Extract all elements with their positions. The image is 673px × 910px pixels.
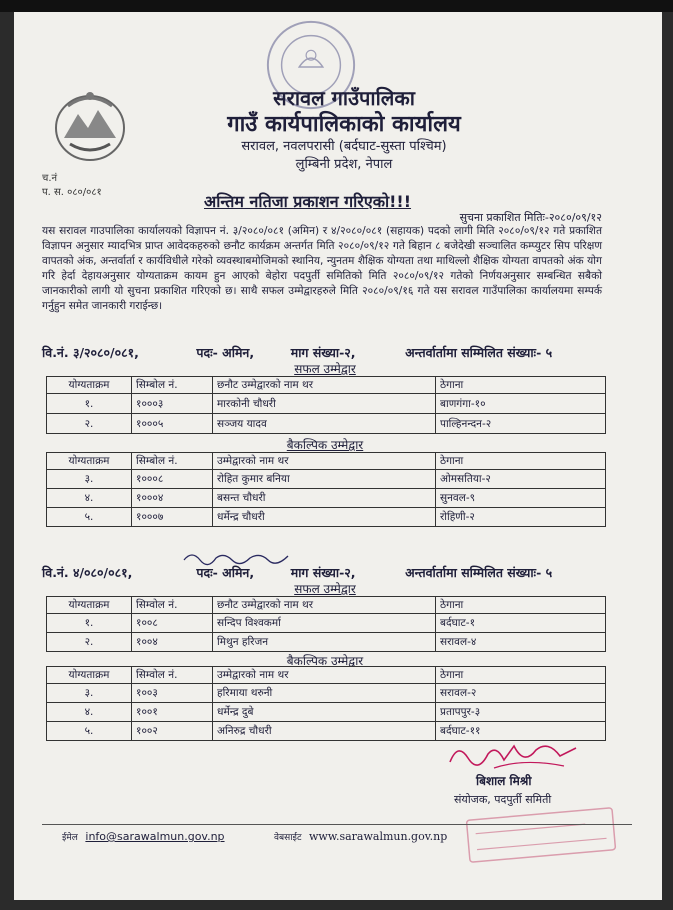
symbol-cell: १०००५ [132,414,213,434]
symbol-cell: १०००८ [132,470,213,489]
name-cell: अनिरुद्र चौधरी [213,722,436,741]
header-cell: योग्यताक्रम [47,453,132,470]
publish-date: सुचना प्रकाशित मितिः-२०८०/०९/१२ [459,211,602,224]
website-label: वेबसाईट [274,833,302,843]
address-cell: बर्दघाट-१ [436,614,606,633]
municipality-name: सरावल गाउँपालिका [273,86,415,110]
header-cell: उम्मेद्वारको नाम थर [213,667,436,684]
name-cell: धर्मेन्द्र चौधरी [213,508,436,527]
header-cell: छनौट उम्मेद्वारको नाम थर [213,597,436,614]
vacancy-header-2 [42,564,552,581]
address-cell: रोहिणी-२ [436,508,606,527]
header-cell: योग्यताक्रम [47,597,132,614]
header-cell: ठेगाना [436,597,606,614]
section-title-success: सफल उम्मेद्वार [294,582,356,596]
success-table-1 [46,376,606,434]
address-cell: सुनवल-९ [436,489,606,508]
office-address: सरावल, नवलपरासी (बर्दघाट-सुस्ता पश्चिम) [241,139,447,154]
name-cell: बसन्त चौधरी [213,489,436,508]
section-title-alternate: बैकल्पिक उम्मेद्वार [286,438,364,452]
symbol-cell: १०००३ [132,394,213,414]
symbol-cell: १०००७ [132,508,213,527]
alternate-table-2 [46,666,606,741]
rank-cell: १. [47,394,132,414]
email-label: ईमेल [62,833,78,843]
signatory-role: संयोजक, पदपुर्ती समिती [454,793,552,806]
header-cell: योग्यताक्रम [47,667,132,684]
name-cell: मिथुन हरिजन [213,633,436,652]
section-title-success: सफल उम्मेद्वार [294,362,356,376]
table-row [47,414,606,434]
post-name: पदः- अमिन, [196,345,255,360]
rank-cell: ४. [47,489,132,508]
symbol-cell: १००१ [132,703,213,722]
symbol-cell: १००२ [132,722,213,741]
section-title-alternate: बैकल्पिक उम्मेद्वार [286,654,364,668]
header-cell: ठेगाना [436,453,606,470]
vacancy-header-1 [42,344,552,361]
table-row [47,684,606,703]
rank-cell: ३. [47,684,132,703]
office-province: लुम्बिनी प्रदेश, नेपाल [295,157,393,172]
demand-count: माग संख्या-२, [290,565,356,580]
notice-document [14,12,662,900]
name-cell: मारकोनी चौधरी [213,394,436,414]
header-cell: ठेगाना [436,377,606,394]
notice-body: यस सरावल गाउपालिका कार्यालयको विज्ञापन नं. ३/२०८०/०८१ (अमिन) र ४/२०८०/०८१ (सहायक) पदको लागी मिति २०८०/०९/१२ गते प्रकाशित विज्ञापन अनुसार म्यादभित्र प्राप्त आवेदकहरुको छनौट कार्यक्रम अन्तर्गत मिति २०८०/०९/१२ गते बिहान ८ बजेदेखी सञ्चालित कम्प्युटर सिप परिक्षण वापतको अंक, अन्तर्वार्ता र कार्यविधीले गरेको व्यवस्थाबमोजिमको स्थानिय, न्युनतम शैक्षिक योग्यता तथा माथिल्लो शैक्षिक योग्यता वापतको अंक योग गरि हेर्दा देहायअनुसार योग्यताक्रम कायम हुन आएको बेहोरा पदपुर्ती समितिको मिति २०८०/०९/१२ गतेको निर्णयअनुसार सम्बन्धित सबैको जानकारीको लागी यो सुचना प्रकाशित गरिएको छ। साथै सफल उम्मेद्वारहरुले मिति २०८०/०९/१६ गते यस सरावल गाउँपालिका कार्यालयमा सम्पर्क गर्नुहुन समेत जानकारी गराईन्छ। [42,225,602,313]
table-row [47,633,606,652]
rank-cell: ५. [47,722,132,741]
header-cell: सिम्वोल नं. [132,667,213,684]
official-stamp [464,806,617,865]
rank-cell: ३. [47,470,132,489]
table-row [47,508,606,527]
header-cell: ठेगाना [436,667,606,684]
table-header-row [47,597,606,614]
nepal-emblem-icon [50,84,130,166]
footer-divider [42,824,632,825]
table-row [47,703,606,722]
rank-cell: ४. [47,703,132,722]
header-cell: योग्यताक्रम [47,377,132,394]
address-cell: ओमसतिया-२ [436,470,606,489]
address-cell: पाल्हिनन्दन-२ [436,414,606,434]
notice-title: अन्तिम नतिजा प्रकाशन गरिएको!!! [204,192,412,211]
top-bar [0,0,673,12]
interview-count: अन्तर्वार्तामा सम्मिलित संख्याः- ५ [405,565,553,580]
success-table-2 [46,596,606,652]
footer-website [274,830,447,843]
address-cell: बर्दघाट-११ [436,722,606,741]
table-header-row [47,453,606,470]
symbol-cell: १०००४ [132,489,213,508]
rank-cell: ५. [47,508,132,527]
table-row [47,394,606,414]
interview-count: अन्तर्वार्तामा सम्मिलित संख्याः- ५ [405,345,553,360]
rank-cell: २. [47,633,132,652]
name-cell: सञ्जय यादव [213,414,436,434]
symbol-cell: १००८ [132,614,213,633]
header-cell: सिम्वोल नं. [132,597,213,614]
demand-count: माग संख्या-२, [290,345,356,360]
signature-mark [444,736,584,776]
header-cell: छनौट उम्मेद्वारको नाम थर [213,377,436,394]
address-cell: सरावल-२ [436,684,606,703]
table-row [47,489,606,508]
ad-number: वि.नं. ४/०८०/०८१, [42,565,133,580]
name-cell: धर्मेन्द्र दुबे [213,703,436,722]
address-cell: सरावल-४ [436,633,606,652]
symbol-cell: १००४ [132,633,213,652]
website-link[interactable]: www.sarawalmun.gov.np [309,830,448,843]
reference-number: च.नं [42,173,58,184]
header-cell: उम्मेद्वारको नाम थर [213,453,436,470]
email-link[interactable]: info@sarawalmun.gov.np [85,830,225,843]
fiscal-year: प. स. ०८०/०८१ [42,187,102,198]
header-cell: सिम्बोल नं. [132,377,213,394]
post-name: पदः- अमिन, [196,565,255,580]
symbol-cell: १००३ [132,684,213,703]
header-cell: सिम्बोल नं. [132,453,213,470]
name-cell: रोहित कुमार बनिया [213,470,436,489]
address-cell: प्रतापपुर-३ [436,703,606,722]
signatory-name: बिशाल मिश्री [476,774,532,788]
rank-cell: २. [47,414,132,434]
rank-cell: १. [47,614,132,633]
name-cell: सन्दिप विश्वकर्मा [213,614,436,633]
office-name: गाउँ कार्यपालिकाको कार्यालय [227,112,461,137]
name-cell: हरिमाया थरुनी [213,684,436,703]
footer-email [62,830,225,843]
table-row [47,614,606,633]
table-header-row [47,377,606,394]
table-row [47,470,606,489]
table-header-row [47,667,606,684]
address-cell: बाणगंगा-१० [436,394,606,414]
ad-number: वि.नं. ३/२०८०/०८१, [42,345,139,360]
alternate-table-1 [46,452,606,527]
